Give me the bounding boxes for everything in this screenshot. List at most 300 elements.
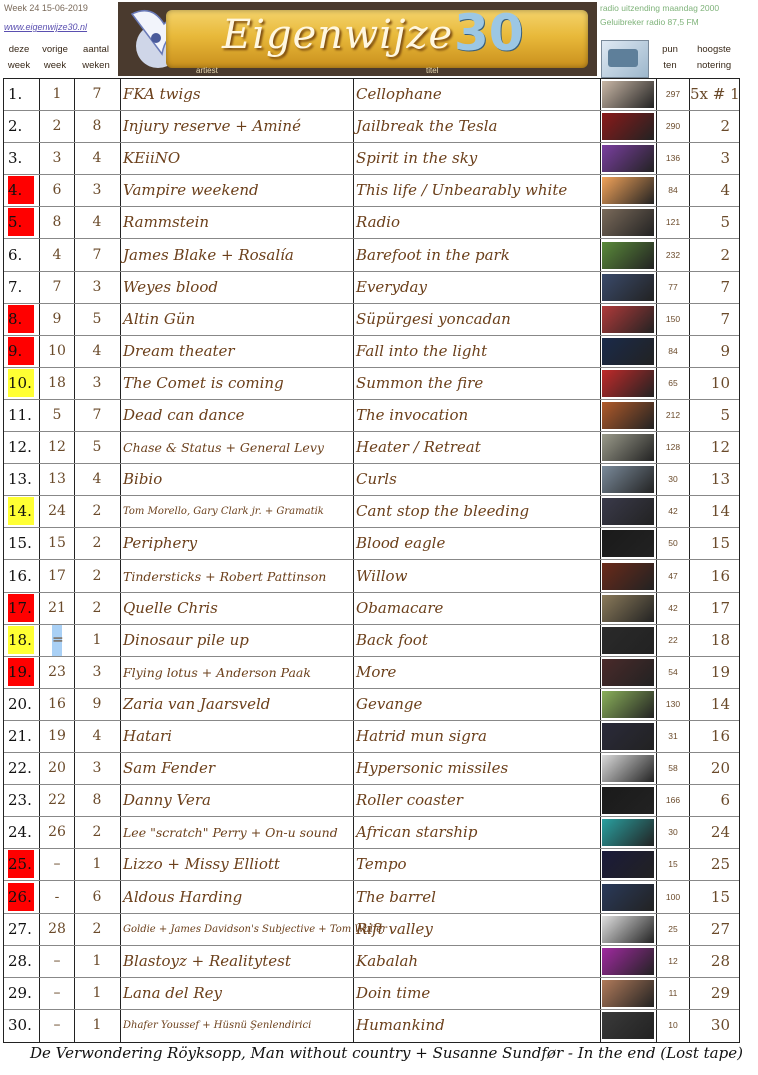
points: 166	[665, 795, 681, 806]
weeks-in-chart: 4	[92, 728, 102, 744]
previous-week: 18	[48, 374, 66, 391]
position-cell	[5, 464, 39, 495]
highest-position: 2	[720, 245, 730, 264]
position-number: 17.	[8, 594, 34, 622]
song-title: More	[356, 662, 397, 681]
points: 42	[668, 506, 678, 517]
banner	[118, 2, 597, 76]
position-cell	[5, 849, 39, 880]
highest-position: 6	[720, 791, 730, 810]
table-row	[4, 496, 739, 528]
position-cell	[5, 593, 39, 624]
song-title: Gevange	[356, 694, 423, 713]
song-title: Humankind	[356, 1015, 445, 1034]
weeks-in-chart: 2	[92, 535, 102, 552]
position-number: 23.	[8, 791, 32, 810]
position-number: 6.	[8, 245, 23, 264]
table-row	[4, 175, 739, 207]
points: 42	[668, 602, 678, 613]
artist-name: Quelle Chris	[123, 598, 218, 617]
table-row	[4, 240, 739, 272]
song-title: Willow	[356, 566, 408, 585]
weeks-in-chart: 3	[92, 663, 102, 680]
position-number: 24.	[8, 823, 32, 842]
position-cell	[5, 175, 39, 206]
song-title: The invocation	[356, 406, 469, 424]
previous-week: 24	[48, 503, 66, 520]
album-cover-image	[602, 306, 654, 333]
weeks-in-chart: 1	[92, 1016, 102, 1033]
artist-name: Rammstein	[123, 213, 210, 232]
points: 15	[668, 859, 678, 870]
highest-position: 19	[710, 662, 730, 681]
weeks-in-chart: 2	[92, 920, 102, 937]
song-title: Everyday	[356, 277, 427, 296]
song-title: Doin time	[356, 983, 431, 1002]
highest-position: 3	[720, 149, 730, 168]
song-title: Summon the fire	[356, 373, 484, 392]
table-row	[4, 689, 739, 721]
footer-verwondering: De Verwondering Röyksopp, Man without country + Susanne Sundfør - In the end (Lost tape)	[30, 1044, 743, 1062]
table-row	[4, 528, 739, 560]
previous-week: 26	[48, 824, 66, 841]
highest-position: 13	[710, 470, 730, 489]
artist-name: Weyes blood	[123, 277, 218, 296]
highest-position: 7	[720, 277, 730, 296]
week-label: Week 24 15-06-2019	[4, 3, 88, 13]
weeks-in-chart: 8	[92, 118, 102, 135]
weeks-in-chart: 1	[92, 984, 102, 1001]
points: 25	[668, 923, 678, 934]
position-number: 1.	[8, 85, 23, 103]
album-cover-image	[602, 948, 654, 975]
table-row	[4, 753, 739, 785]
previous-week: 16	[48, 695, 66, 712]
album-cover-image	[602, 1012, 654, 1039]
previous-week: 17	[48, 567, 66, 584]
position-cell	[5, 721, 39, 752]
chart-header	[0, 0, 758, 78]
points: 130	[665, 698, 681, 709]
highest-position: 24	[710, 823, 730, 842]
position-cell	[5, 368, 39, 399]
position-number: 8.	[8, 305, 34, 333]
previous-week: –	[53, 984, 61, 1001]
points: 121	[665, 217, 681, 228]
table-row	[4, 625, 739, 657]
artist-name: Aldous Harding	[123, 887, 243, 906]
artist-name: Dream theater	[123, 341, 235, 360]
highest-position: 5x # 1	[690, 85, 740, 103]
position-cell	[5, 496, 39, 527]
song-title: Fall into the light	[356, 341, 488, 360]
weeks-in-chart: 7	[92, 86, 102, 102]
points: 30	[668, 827, 678, 838]
position-cell	[5, 914, 39, 945]
points: 31	[668, 731, 678, 741]
song-title: Jailbreak the Tesla	[356, 117, 498, 136]
table-row	[4, 368, 739, 400]
position-cell	[5, 882, 39, 913]
highest-position: 15	[710, 534, 730, 553]
artist-name: Periphery	[123, 534, 198, 553]
col-prev-week: vorige week	[42, 44, 68, 71]
table-row	[4, 111, 739, 143]
highest-position: 15	[710, 887, 730, 906]
radio-image	[601, 40, 649, 78]
highest-position: 27	[710, 919, 730, 938]
position-number: 3.	[8, 149, 23, 168]
weeks-in-chart: 5	[92, 310, 102, 327]
song-title: Hatrid mun sigra	[356, 727, 487, 745]
position-number: 19.	[8, 658, 34, 686]
position-cell	[5, 207, 39, 238]
highest-position: 20	[710, 759, 730, 778]
artist-name: Dhafer Youssef + Hüsnü Şenlendirici	[123, 1019, 312, 1031]
previous-week: –	[53, 856, 61, 873]
artist-name: Goldie + James Davidson's Subjective + Tom Waller	[123, 923, 387, 935]
album-cover-image	[602, 402, 654, 429]
song-title: Roller coaster	[356, 791, 463, 810]
previous-week: –	[53, 1016, 61, 1033]
previous-week: 1	[52, 86, 62, 102]
position-cell	[5, 978, 39, 1009]
points: 232	[665, 249, 681, 260]
previous-week: -	[54, 888, 60, 905]
table-row	[4, 143, 739, 175]
highest-position: 17	[710, 598, 730, 617]
artist-name: Hatari	[123, 727, 172, 745]
position-number: 9.	[8, 337, 34, 365]
song-title: African starship	[356, 823, 478, 842]
position-cell	[5, 240, 39, 271]
table-row	[4, 785, 739, 817]
song-title: Barefoot in the park	[356, 245, 510, 264]
album-cover-image	[602, 819, 654, 846]
song-title: Heater / Retreat	[356, 438, 481, 457]
position-cell	[5, 625, 39, 656]
highest-position: 5	[720, 406, 730, 424]
song-title: Kabalah	[356, 951, 419, 970]
song-title: Obamacare	[356, 598, 444, 617]
highest-position: 29	[710, 983, 730, 1002]
points: 12	[668, 955, 678, 966]
album-cover-image	[602, 916, 654, 943]
position-number: 4.	[8, 176, 34, 204]
table-row	[4, 304, 739, 336]
album-cover-image	[602, 787, 654, 814]
artist-name: Vampire weekend	[123, 181, 259, 200]
table-row	[4, 1010, 739, 1042]
radio-schedule: radio uitzending maandag 2000	[600, 3, 720, 13]
position-cell	[5, 272, 39, 303]
artist-label: artiest	[196, 66, 218, 75]
points: 30	[668, 474, 678, 485]
weeks-in-chart: 1	[92, 856, 102, 873]
previous-week: 21	[48, 599, 66, 616]
position-number: 13.	[8, 470, 32, 489]
position-number: 2.	[8, 117, 23, 136]
album-cover-image	[602, 659, 654, 686]
previous-week: 22	[48, 792, 66, 809]
previous-week: –	[53, 952, 61, 969]
table-row	[4, 849, 739, 881]
song-title: Curls	[356, 470, 397, 489]
highest-position: 12	[710, 438, 730, 457]
highest-position: 2	[720, 117, 730, 136]
previous-week: 12	[48, 439, 66, 456]
title-label: titel	[426, 66, 439, 75]
song-title: Cant stop the bleeding	[356, 502, 530, 521]
weeks-in-chart: 1	[92, 631, 102, 648]
song-title: The barrel	[356, 887, 436, 906]
points: 212	[665, 410, 681, 420]
points: 150	[665, 313, 681, 324]
album-cover-image	[602, 113, 654, 140]
table-row	[4, 721, 739, 753]
album-cover-image	[602, 884, 654, 911]
previous-week: =	[52, 625, 62, 656]
banner-title: Eigenwijze	[222, 12, 454, 58]
position-number: 16.	[8, 566, 32, 585]
banner-number: 30	[454, 4, 524, 62]
position-cell	[5, 1010, 39, 1041]
table-row	[4, 978, 739, 1010]
col-points: pun ten	[662, 44, 678, 71]
points: 11	[668, 987, 678, 998]
highest-position: 9	[720, 341, 730, 360]
table-row	[4, 882, 739, 914]
highest-position: 7	[720, 309, 730, 328]
weeks-in-chart: 4	[92, 471, 102, 488]
artist-name: James Blake + Rosalía	[123, 245, 294, 264]
album-cover-image	[602, 242, 654, 269]
weeks-in-chart: 4	[92, 214, 102, 231]
album-cover-image	[602, 723, 654, 750]
position-number: 29.	[8, 983, 32, 1002]
weeks-in-chart: 3	[92, 374, 102, 391]
highest-position: 28	[710, 951, 730, 970]
album-cover-image	[602, 274, 654, 301]
previous-week: 7	[52, 278, 62, 295]
song-title: This life / Unbearably white	[356, 181, 568, 200]
weeks-in-chart: 3	[92, 760, 102, 777]
song-title: Süpürgesi yoncadan	[356, 309, 511, 328]
song-title: Tempo	[356, 855, 407, 874]
position-number: 27.	[8, 919, 32, 938]
weeks-in-chart: 2	[92, 599, 102, 616]
position-number: 11.	[8, 406, 32, 424]
position-cell	[5, 336, 39, 367]
position-number: 15.	[8, 534, 32, 553]
table-row	[4, 561, 739, 593]
table-row	[4, 79, 739, 111]
weeks-in-chart: 2	[92, 567, 102, 584]
album-cover-image	[602, 980, 654, 1007]
points: 54	[668, 666, 678, 677]
artist-name: Dinosaur pile up	[123, 630, 249, 649]
previous-week: 9	[52, 310, 62, 327]
artist-name: Dead can dance	[123, 406, 245, 424]
previous-week: 23	[48, 663, 66, 680]
album-cover-image	[602, 498, 654, 525]
position-cell	[5, 400, 39, 431]
album-cover-image	[602, 530, 654, 557]
points: 100	[665, 891, 681, 902]
position-number: 5.	[8, 208, 34, 236]
artist-name: The Comet is coming	[123, 373, 284, 392]
album-cover-image	[602, 595, 654, 622]
position-cell	[5, 79, 39, 110]
position-cell	[5, 143, 39, 174]
previous-week: 15	[48, 535, 66, 552]
artist-name: Lana del Rey	[123, 983, 222, 1002]
points: 136	[665, 153, 681, 164]
weeks-in-chart: 7	[92, 246, 102, 263]
position-number: 26.	[8, 883, 34, 911]
weeks-in-chart: 1	[92, 952, 102, 969]
highest-position: 5	[720, 213, 730, 232]
previous-week: 5	[52, 407, 62, 423]
artist-name: KEiiNO	[123, 149, 181, 168]
table-row	[4, 657, 739, 689]
artist-name: FKA twigs	[123, 85, 201, 103]
weeks-in-chart: 3	[92, 278, 102, 295]
table-row	[4, 400, 739, 432]
points: 290	[665, 121, 681, 132]
points: 84	[668, 345, 678, 356]
song-title: Spirit in the sky	[356, 149, 478, 168]
previous-week: 6	[52, 182, 62, 199]
table-row	[4, 593, 739, 625]
position-cell	[5, 111, 39, 142]
album-cover-image	[602, 370, 654, 397]
highest-position: 4	[720, 181, 730, 200]
table-row	[4, 464, 739, 496]
weeks-in-chart: 8	[92, 792, 102, 809]
previous-week: 19	[48, 728, 66, 744]
table-row	[4, 914, 739, 946]
album-cover-image	[602, 434, 654, 461]
artist-name: Injury reserve + Aminé	[123, 117, 301, 136]
album-cover-image	[602, 338, 654, 365]
position-number: 10.	[8, 369, 34, 397]
album-cover-image	[602, 209, 654, 236]
previous-week: 10	[48, 342, 66, 359]
previous-week: 2	[52, 118, 62, 135]
position-cell	[5, 817, 39, 848]
album-cover-image	[602, 755, 654, 782]
position-cell	[5, 304, 39, 335]
album-cover-image	[602, 145, 654, 172]
position-number: 28.	[8, 951, 32, 970]
position-number: 12.	[8, 438, 32, 457]
artist-name: Sam Fender	[123, 759, 215, 778]
weeks-in-chart: 4	[92, 342, 102, 359]
radio-station: Geluibreker radio 87,5 FM	[600, 17, 699, 27]
position-number: 30.	[8, 1015, 32, 1034]
weeks-in-chart: 3	[92, 182, 102, 199]
artist-name: Chase & Status + General Levy	[123, 440, 324, 456]
points: 77	[668, 281, 678, 292]
position-number: 20.	[8, 694, 32, 713]
position-cell	[5, 528, 39, 559]
artist-name: Tindersticks + Robert Pattinson	[123, 568, 327, 584]
table-row	[4, 946, 739, 978]
song-title: Hypersonic missiles	[356, 759, 509, 778]
col-this-week: deze week	[7, 44, 31, 71]
artist-name: Flying lotus + Anderson Paak	[123, 664, 311, 680]
artist-name: Lizzo + Missy Elliott	[123, 855, 280, 874]
col-highest: hoogste notering	[696, 44, 732, 71]
song-title: Back foot	[356, 630, 428, 649]
points: 50	[668, 538, 678, 549]
song-title: Cellophane	[356, 85, 442, 103]
points: 47	[668, 570, 678, 581]
album-cover-image	[602, 691, 654, 718]
album-cover-image	[602, 466, 654, 493]
points: 10	[668, 1019, 678, 1030]
highest-position: 10	[710, 373, 730, 392]
highest-position: 14	[710, 502, 730, 521]
points: 58	[668, 763, 678, 774]
highest-position: 25	[710, 855, 730, 874]
artist-name: Danny Vera	[123, 791, 211, 810]
album-cover-image	[602, 851, 654, 878]
points: 22	[668, 634, 678, 645]
points: 84	[668, 185, 678, 196]
points: 65	[668, 377, 678, 388]
artist-name: Tom Morello, Gary Clark jr. + Gramatik	[123, 506, 324, 518]
position-cell	[5, 657, 39, 688]
artist-name: Altin Gün	[123, 309, 196, 328]
artist-name: Lee "scratch" Perry + On-u sound	[123, 825, 338, 841]
song-title: Rift valley	[356, 919, 433, 938]
website-link[interactable]: www.eigenwijze30.nl	[4, 22, 88, 32]
position-cell	[5, 785, 39, 816]
previous-week: 3	[52, 150, 62, 167]
table-row	[4, 817, 739, 849]
weeks-in-chart: 4	[92, 150, 102, 167]
highest-position: 30	[710, 1015, 730, 1034]
weeks-in-chart: 2	[92, 503, 102, 520]
previous-week: 13	[48, 471, 66, 488]
previous-week: 28	[48, 920, 66, 937]
artist-name: Blastoyz + Realitytest	[123, 951, 291, 970]
position-cell	[5, 561, 39, 592]
table-row	[4, 272, 739, 304]
artist-name: Zaria van Jaarsveld	[123, 694, 271, 713]
position-number: 18.	[8, 626, 34, 654]
weeks-in-chart: 9	[92, 695, 102, 712]
position-cell	[5, 946, 39, 977]
position-number: 25.	[8, 850, 34, 878]
previous-week: 4	[52, 246, 62, 263]
weeks-in-chart: 5	[92, 439, 102, 456]
position-cell	[5, 753, 39, 784]
song-title: Radio	[356, 213, 401, 232]
chart-table	[3, 78, 740, 1043]
table-row	[4, 207, 739, 239]
highest-position: 14	[710, 694, 730, 713]
position-cell	[5, 689, 39, 720]
previous-week: 8	[52, 214, 62, 231]
highest-position: 16	[710, 566, 730, 585]
points: 128	[665, 442, 681, 453]
album-cover-image	[602, 177, 654, 204]
weeks-in-chart: 7	[92, 407, 102, 423]
song-title: Blood eagle	[356, 534, 446, 553]
